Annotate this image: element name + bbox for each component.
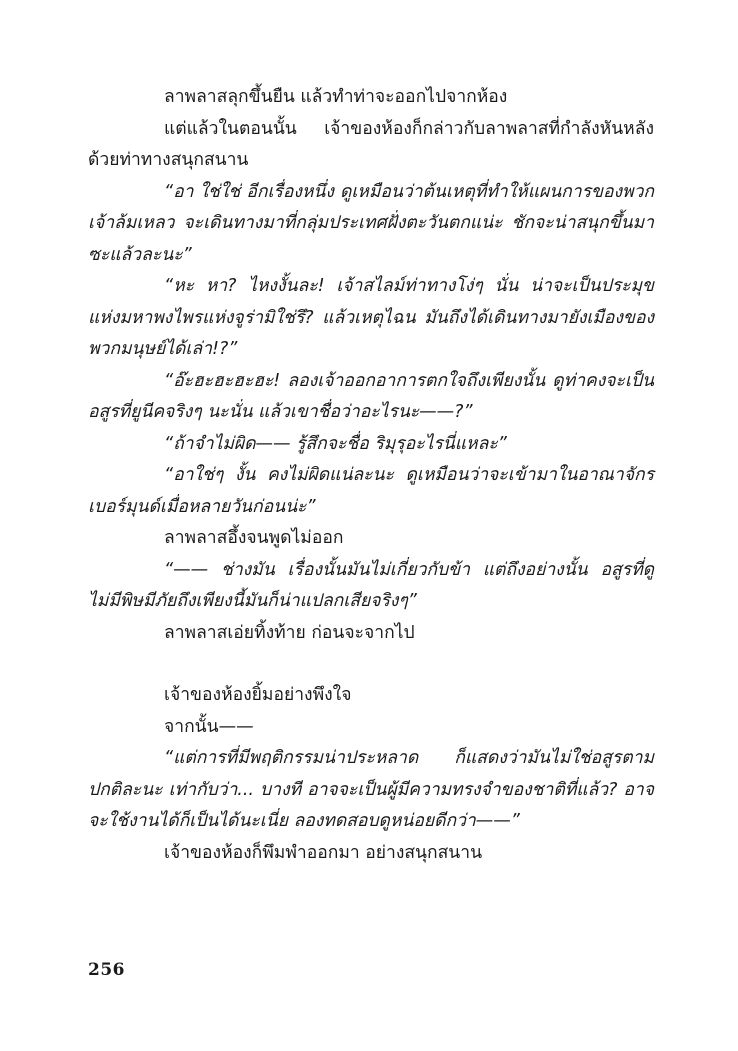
text-block-after bbox=[88, 680, 654, 869]
paragraph: จากนั้น—— bbox=[164, 716, 254, 737]
dialogue-paragraph: “อา ใช่ใช่ อีกเรื่องหนึ่ง ดูเหมือนว่าต้นเหตุที่ทำให้แผนการของพวกเจ้าล้มเหลว จะเดินทางมาที่กลุ่มประเทศฝั่งตะวันตกแน่ะ ชักจะน่าสนุกขึ้นมาซะแล้วละนะ” bbox=[88, 181, 654, 265]
page-body bbox=[88, 82, 654, 869]
dialogue-paragraph: “อ๊ะฮะฮะฮะฮะ! ลองเจ้าออกอาการตกใจถึงเพียงนั้น ดูท่าคงจะเป็นอสูรที่ยูนีคจริงๆ นะนั่น แล้วเขาชื่อว่าอะไรนะ——?” bbox=[88, 370, 654, 422]
dialogue-paragraph: “ถ้าจำไม่ผิด—— รู้สึกจะชื่อ ริมุรุอะไรนี่แหละ” bbox=[164, 433, 507, 454]
dialogue-paragraph: “—— ช่างมัน เรื่องนั้นมันไม่เกี่ยวกับข้า แต่ถึงอย่างนั้น อสูรที่ดูไม่มีพิษมีภัยถึงเพียงนี้มันก็น่าแปลกเสียจริงๆ” bbox=[88, 559, 654, 611]
paragraph: ลาพลาสลุกขึ้นยืน แล้วทำท่าจะออกไปจากห้อง bbox=[164, 87, 508, 107]
page-number: 256 bbox=[88, 960, 125, 980]
dialogue-paragraph: “หะ หา? ไหงงั้นละ! เจ้าสไลม์ท่าทางโง่ๆ นั่น น่าจะเป็นประมุขแห่งมหาพงไพรแห่งจูร่ามิใช่รึ? แล้วเหตุไฉน มันถึงได้เดินทางมายังเมืองของพวกมนุษย์ได้เล่า!?” bbox=[88, 276, 654, 359]
paragraph: แต่แล้วในตอนนั้น เจ้าของห้องก็กล่าวกับลาพลาสที่กำลังหันหลังด้วยท่าทางสนุกสนาน bbox=[88, 118, 654, 170]
paragraph: เจ้าของห้องก็พึมพำออกมา อย่างสนุกสนาน bbox=[164, 842, 483, 863]
paragraph: ลาพลาสอึ้งจนพูดไม่ออก bbox=[164, 528, 344, 548]
section-gap bbox=[88, 649, 654, 680]
dialogue-paragraph: “แต่การที่มีพฤติกรรมน่าประหลาด ก็แสดงว่ามันไม่ใช่อสูรตามปกติละนะ เท่ากับว่า... บางที อาจจะเป็นผู้มีความทรงจำของชาติที่แล้ว? อาจจะใช้งานได้ก็เป็นได้นะเนี่ย ลองทดสอบดูหน่อยดีกว่า——” bbox=[88, 748, 654, 831]
paragraph: เจ้าของห้องยิ้มอย่างพึงใจ bbox=[164, 685, 352, 705]
dialogue-paragraph: “อาใช่ๆ งั้น คงไม่ผิดแน่ละนะ ดูเหมือนว่าจะเข้ามาในอาณาจักรเบอร์มุนด์เมื่อหลายวันก่อนน่ะ” bbox=[88, 465, 654, 517]
paragraph: ลาพลาสเอ่ยทิ้งท้าย ก่อนจะจากไป bbox=[164, 622, 415, 643]
text-block-before bbox=[88, 82, 654, 649]
